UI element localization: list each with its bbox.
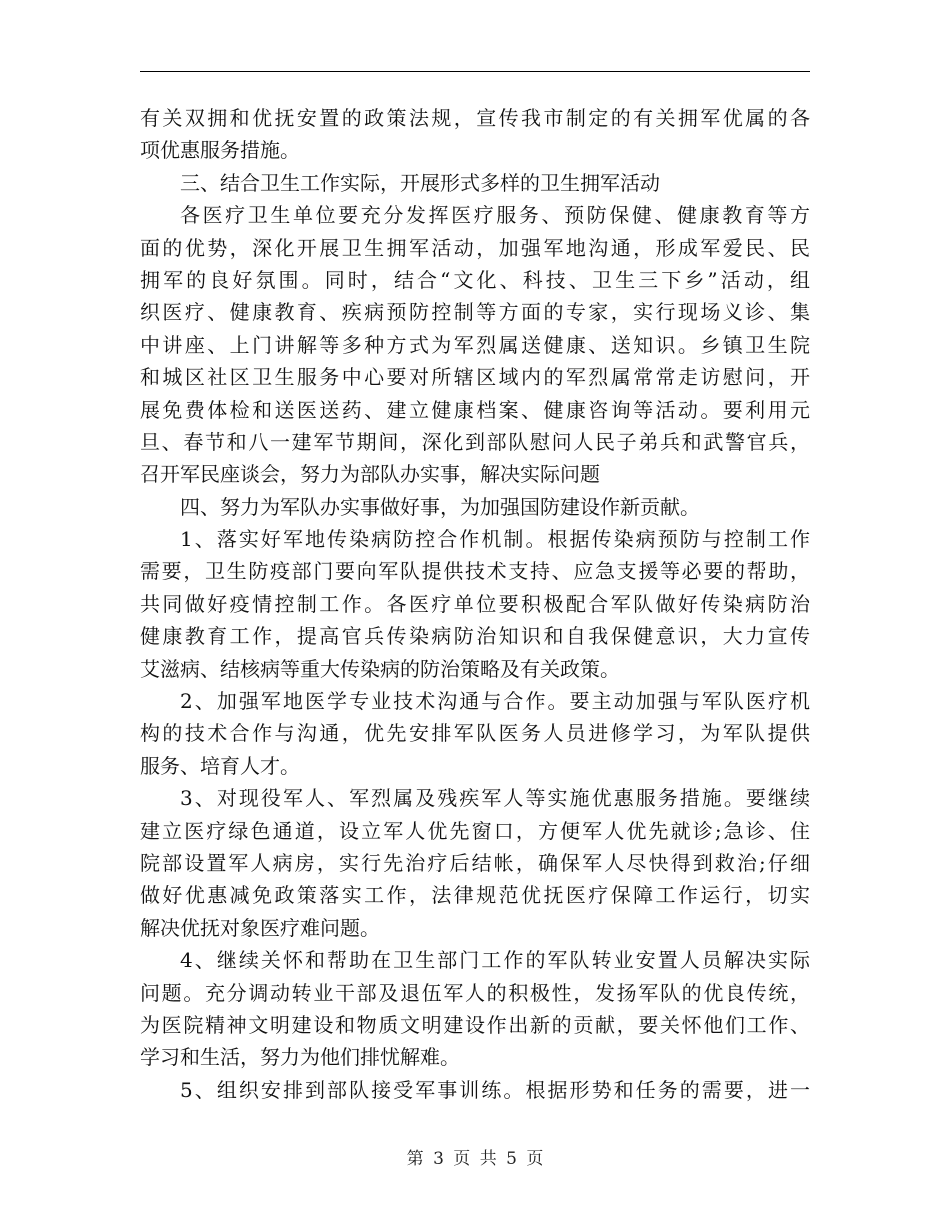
- text-line: 为医院精神文明建设和物质文明建设作出新的贡献，要关怀他们工作、: [140, 1012, 810, 1037]
- text-line: 学习和生活，努力为他们排忧解难。: [140, 1045, 460, 1070]
- text-line: 服务、培育人才。: [140, 753, 300, 778]
- text-line: 织医疗、健康教育、疾病预防控制等方面的专家，实行现场义诊、集: [140, 300, 810, 325]
- text-line: 需要，卫生防疫部门要向军队提供技术支持、应急支援等必要的帮助，: [140, 559, 810, 584]
- text-line: 健康教育工作，提高官兵传染病防治知识和自我保健意识，大力宣传: [140, 624, 810, 649]
- text-line: 问题。充分调动转业干部及退伍军人的积极性，发扬军队的优良传统，: [140, 980, 810, 1005]
- text-line: 艾滋病、结核病等重大传染病的防治策略及有关政策。: [140, 656, 620, 681]
- header-rule: [140, 71, 810, 72]
- text-line: 和城区社区卫生服务中心要对所辖区域内的军烈属常常走访慰问，开: [140, 365, 810, 390]
- text-line: 1、落实好军地传染病防控合作机制。根据传染病预防与控制工作: [180, 527, 810, 552]
- text-line: 展免费体检和送医送药、建立健康档案、健康咨询等活动。要利用元: [140, 397, 810, 422]
- text-line: 院部设置军人病房，实行先治疗后结帐，确保军人尽快得到救治;仔细: [140, 850, 810, 875]
- text-line: 旦、春节和八一建军节期间，深化到部队慰问人民子弟兵和武警官兵，: [140, 429, 810, 454]
- text-line: 4、继续关怀和帮助在卫生部门工作的军队转业安置人员解决实际: [180, 948, 810, 973]
- text-line: 面的优势，深化开展卫生拥军活动，加强军地沟通，形成军爱民、民: [140, 235, 810, 260]
- text-line: 3、对现役军人、军烈属及残疾军人等实施优惠服务措施。要继续: [180, 786, 810, 811]
- text-line: 项优惠服务措施。: [140, 138, 300, 163]
- body-text: [140, 102, 810, 1106]
- text-line: 拥军的良好氛围。同时，结合“文化、科技、卫生三下乡”活动，组: [140, 267, 810, 292]
- text-line: 召开军民座谈会，努力为部队办实事，解决实际问题: [140, 462, 600, 487]
- text-line: 5、组织安排到部队接受军事训练。根据形势和任务的需要，进一: [180, 1077, 810, 1102]
- text-line: 中讲座、上门讲解等多种方式为军烈属送健康、送知识。乡镇卫生院: [140, 332, 810, 357]
- text-line: 建立医疗绿色通道，设立军人优先窗口，方便军人优先就诊;急诊、住: [140, 818, 810, 843]
- text-line: 解决优抚对象医疗难问题。: [140, 915, 380, 940]
- page-footer: 第 3 页 共 5 页: [406, 1149, 544, 1169]
- text-line: 2、加强军地医学专业技术沟通与合作。要主动加强与军队医疗机: [180, 689, 810, 714]
- text-line: 各医疗卫生单位要充分发挥医疗服务、预防保健、健康教育等方: [180, 203, 810, 228]
- text-line: 做好优惠减免政策落实工作，法律规范优抚医疗保障工作运行，切实: [140, 883, 810, 908]
- text-line: 四、努力为军队办实事做好事，为加强国防建设作新贡献。: [180, 494, 700, 519]
- text-line: 构的技术合作与沟通，优先安排军队医务人员进修学习，为军队提供: [140, 721, 810, 746]
- text-line: 三、结合卫生工作实际，开展形式多样的卫生拥军活动: [180, 170, 660, 195]
- text-line: 共同做好疫情控制工作。各医疗单位要积极配合军队做好传染病防治: [140, 591, 810, 616]
- text-line: 有关双拥和优抚安置的政策法规，宣传我市制定的有关拥军优属的各: [140, 106, 810, 130]
